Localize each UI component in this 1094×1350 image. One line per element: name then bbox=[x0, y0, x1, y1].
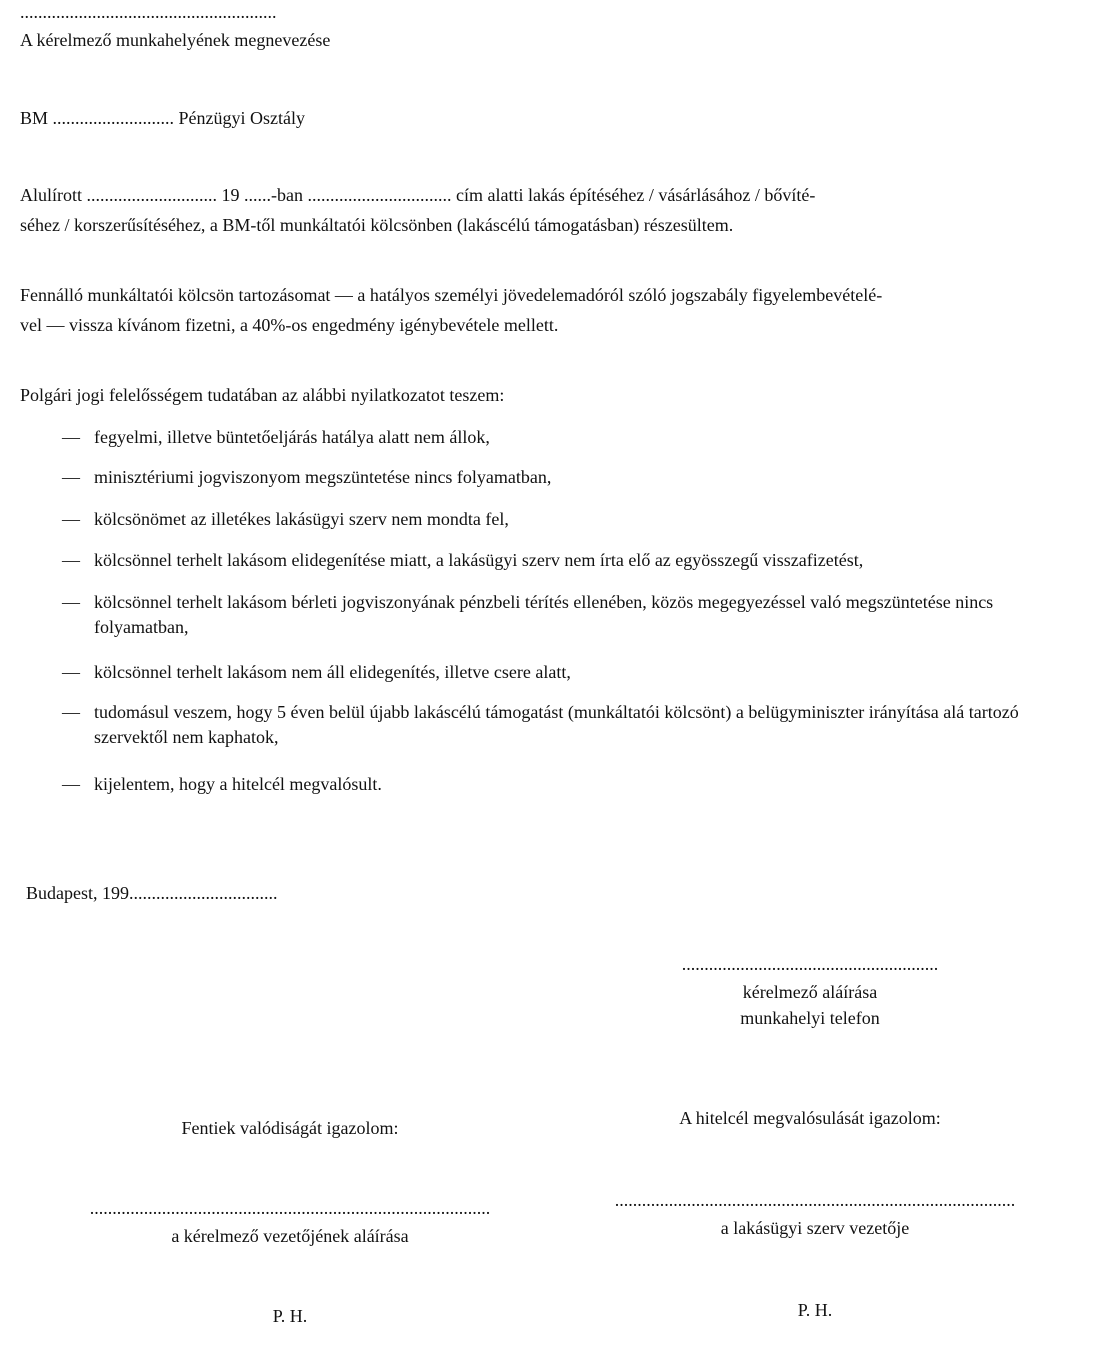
dash-bullet: — bbox=[62, 662, 80, 682]
applicant-signature-label: kérelmező aláírása bbox=[742, 982, 878, 1002]
bm-dotted-field[interactable]: ........................... bbox=[52, 108, 175, 128]
declaration-item bbox=[62, 700, 1052, 750]
declaration-item-text: kölcsönömet az illetékes lakásügyi szerv nem mondta fel, bbox=[94, 509, 509, 529]
repayment-line-2: vel — vissza kívánom fizetni, a 40%-os engedmény igénybevétele mellett. bbox=[20, 315, 559, 335]
repayment-line-1: Fennálló munkáltatói kölcsön tartozásomat — a hatályos személyi jövedelemadóról szóló jogszabály figyelembevételé- bbox=[20, 285, 883, 305]
applicant-signature-line[interactable]: ......................................................... bbox=[681, 954, 939, 974]
bm-line bbox=[20, 108, 305, 130]
declaration-item bbox=[62, 465, 1062, 490]
dash-bullet: — bbox=[62, 427, 80, 447]
workplace-dotted-line[interactable]: ......................................................... bbox=[20, 2, 277, 22]
dash-bullet: — bbox=[62, 702, 80, 722]
place-date-field[interactable]: Budapest, 199................................. bbox=[26, 883, 278, 903]
repayment-paragraph bbox=[20, 280, 1070, 340]
manager-signature-line[interactable]: ......................................................................................... bbox=[89, 1198, 491, 1218]
statement-line-1[interactable]: Alulírott ............................. 19 ......-ban ................................ cím alatti lakás építéséhez / vásárlásához / bővíté- bbox=[20, 185, 816, 205]
declaration-item-text: kölcsönnel terhelt lakásom bérleti jogviszonyának pénzbeli térítés ellenében, közös megegyezéssel való megszüntetése nincs folyamatban, bbox=[94, 592, 994, 637]
dash-bullet: — bbox=[62, 774, 80, 794]
declaration-item-text: kölcsönnel terhelt lakásom nem áll elidegenítés, illetve csere alatt, bbox=[94, 662, 571, 682]
statement-paragraph bbox=[20, 180, 1070, 240]
declaration-item-text: kijelentem, hogy a hitelcél megvalósult. bbox=[94, 774, 382, 794]
declaration-item bbox=[62, 660, 1062, 685]
manager-signature-label: a kérelmező vezetőjének aláírása bbox=[171, 1226, 409, 1246]
declaration-item bbox=[62, 590, 1022, 640]
stamp-placeholder-left: P. H. bbox=[272, 1306, 308, 1326]
dash-bullet: — bbox=[62, 467, 80, 487]
loan-purpose-certification-title: A hitelcél megvalósulását igazolom: bbox=[679, 1108, 941, 1128]
declaration-item bbox=[62, 425, 1062, 450]
declaration-item bbox=[62, 548, 1062, 573]
validity-certification-title: Fentiek valódiságát igazolom: bbox=[181, 1118, 399, 1138]
declaration-item bbox=[62, 507, 1062, 532]
housing-office-signature-line[interactable]: ......................................................................................... bbox=[614, 1190, 1016, 1210]
declaration-item bbox=[62, 772, 1062, 797]
statement-line-2: séhez / korszerűsítéséhez, a BM-től munkáltatói kölcsönben (lakáscélú támogatásban) részesültem. bbox=[20, 215, 734, 235]
declaration-item-text: fegyelmi, illetve büntetőeljárás hatálya alatt nem állok, bbox=[94, 427, 490, 447]
dash-bullet: — bbox=[62, 509, 80, 529]
workplace-label: A kérelmező munkahelyének megnevezése bbox=[20, 30, 331, 50]
declaration-intro: Polgári jogi felelősségem tudatában az alábbi nyilatkozatot teszem: bbox=[20, 385, 505, 405]
declaration-item-text: minisztériumi jogviszonyom megszüntetése nincs folyamatban, bbox=[94, 467, 552, 487]
bm-suffix: Pénzügyi Osztály bbox=[178, 108, 305, 128]
stamp-placeholder-right: P. H. bbox=[797, 1300, 833, 1320]
dash-bullet: — bbox=[62, 550, 80, 570]
declaration-item-text: tudomásul veszem, hogy 5 éven belül újabb lakáscélú támogatást (munkáltatói kölcsönt) a belügyminiszter irányítása alá tartozó szervektől nem kaphatok, bbox=[94, 702, 1019, 747]
housing-office-head-label: a lakásügyi szerv vezetője bbox=[720, 1218, 910, 1238]
bm-prefix: BM bbox=[20, 108, 49, 128]
declaration-item-text: kölcsönnel terhelt lakásom elidegenítése miatt, a lakásügyi szerv nem írta elő az egyösszegű visszafizetést, bbox=[94, 550, 864, 570]
dash-bullet: — bbox=[62, 592, 80, 612]
work-phone-label: munkahelyi telefon bbox=[740, 1008, 880, 1028]
